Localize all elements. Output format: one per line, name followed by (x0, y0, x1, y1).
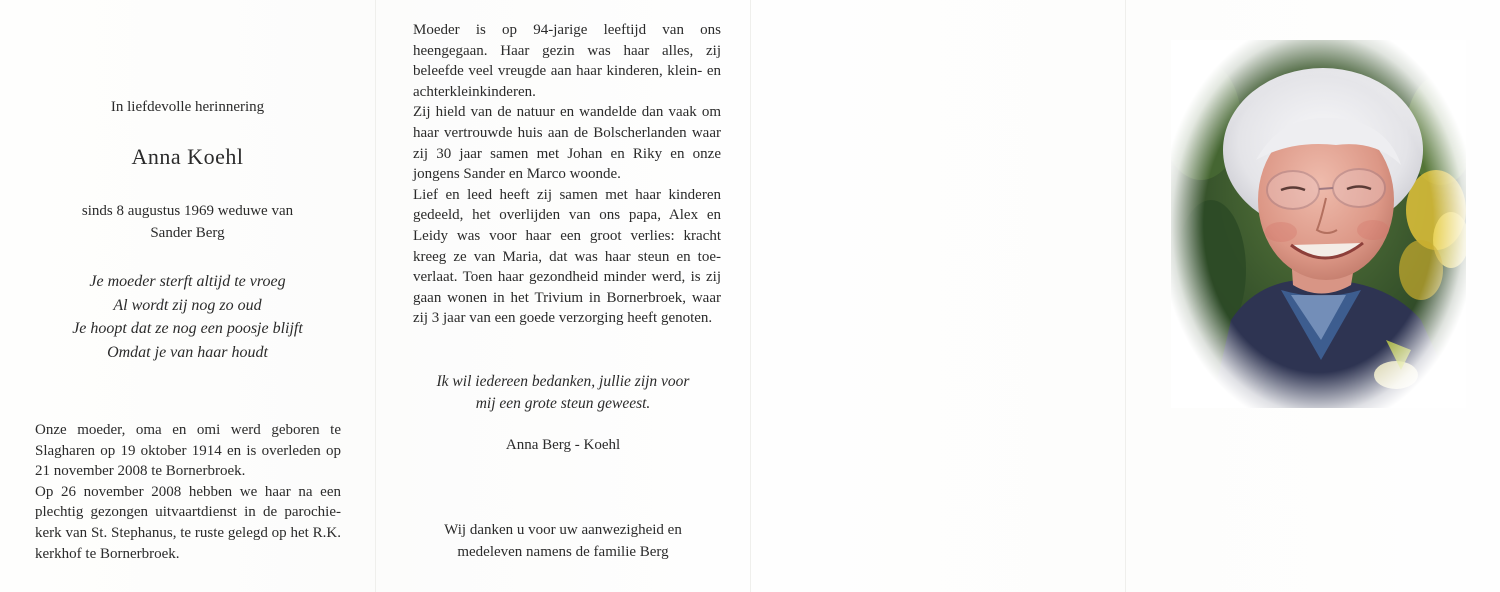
middle-panel (376, 0, 750, 592)
bio-paragraph: Onze moeder, oma en omi werd geboren te Slagharen op 19 oktober 1914 en is overleden op 21 november 2008 te Bornerbroek. (35, 422, 341, 480)
blank-panel (751, 0, 1125, 592)
deceased-name: Anna Koehl (131, 144, 244, 169)
presence-line: Wij danken u voor uw aanwezigheid en (444, 522, 682, 538)
portrait-drawing (1171, 40, 1466, 408)
life-story (413, 20, 721, 329)
biography (35, 420, 341, 564)
portrait-image (1171, 40, 1466, 408)
story-paragraph: Lief en leed heeft zij samen met haar kinderen gedeeld, het overlijden van ons papa, Alex en Leidy was voor haar een groot verlies: kracht kreeg ze van Maria, dat was haar steun en toe-verlaat. Toen haar gezondheid minder werd, is zij gaan wonen in het Trivium in Bornerbroek, waar zij 3 jaar van een goede verzorging heeft genoten. (413, 186, 721, 327)
story-paragraph: Zij hield van de natuur en wandelde dan vaak om haar vertrouwde huis aan de Bolscherlanden waar zij 30 jaar samen met Johan en Riky en onze jongens Sander en Marco woonde. (413, 104, 721, 183)
bio-paragraph: Op 26 november 2008 hebben we haar na een plechtig gezongen uitvaartdienst in de parochie-kerk van St. Stephanus, te ruste gelegd op het R.K. kerkhof te Bornerbroek. (35, 483, 341, 562)
presence-thanks (376, 519, 750, 563)
thanks-line: Ik wil iedereen bedanken, jullie zijn voor (436, 373, 690, 390)
signature: Anna Berg - Koehl (505, 437, 621, 453)
poem-line: Al wordt zij nog zo oud (113, 296, 262, 314)
poem-line: Je hoopt dat ze nog een poosje blijft (72, 320, 303, 337)
photo-panel (1126, 0, 1500, 592)
widow-line: sinds 8 augustus 1969 weduwe van (81, 203, 294, 219)
story-paragraph: Moeder is op 94-jarige leeftijd van ons heengegaan. Haar gezin was haar alles, zij beleefde veel vreugde aan haar kinderen, klein- en achterkleinkinderen. (413, 22, 721, 100)
poem-line: Je moeder sterft altijd te vroeg (89, 273, 286, 290)
intro-text: In liefdevolle herinnering (110, 99, 265, 115)
spouse-name: Sander Berg (150, 225, 225, 241)
widow-text (0, 200, 375, 244)
left-panel (0, 0, 375, 592)
poem (0, 270, 375, 364)
presence-line: medeleven namens de familie Berg (457, 544, 669, 560)
thanks-line: mij een grote steun geweest. (475, 395, 651, 412)
thanks-quote (376, 371, 750, 415)
portrait-photo-icon (1171, 40, 1466, 408)
poem-line: Omdat je van haar houdt (107, 343, 268, 361)
